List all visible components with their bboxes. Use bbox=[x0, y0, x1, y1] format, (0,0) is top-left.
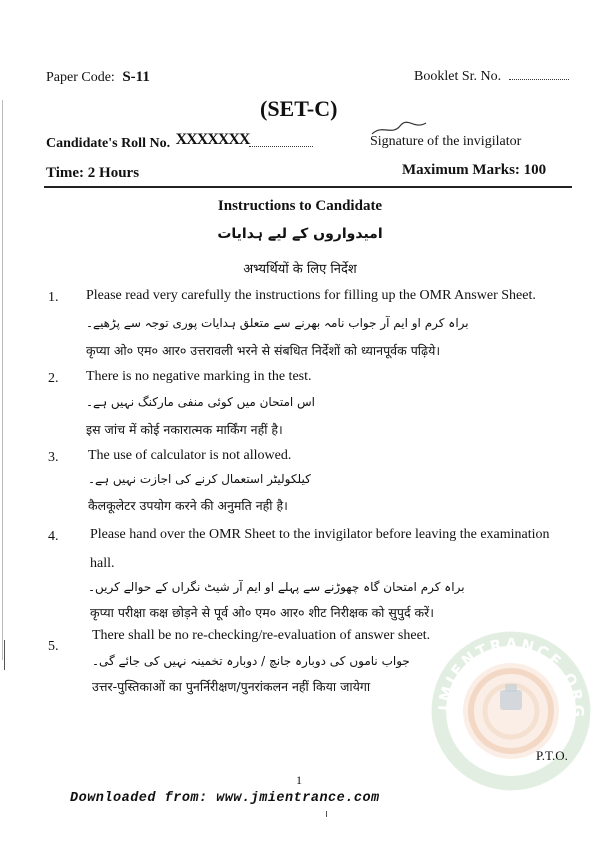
max-marks-label: Maximum Marks: 100 bbox=[402, 162, 547, 178]
booklet-serial-field bbox=[509, 79, 569, 80]
instruction-text-hindi: उत्तर-पुस्तिकाओं का पुनर्निरीक्षण/पुनरांकलन नहीं किया जायेगा bbox=[92, 679, 371, 694]
binding-tick bbox=[4, 640, 11, 670]
watermark-text: JMIENTRANCE.ORG bbox=[434, 634, 588, 721]
instructions-title-hindi: अभ्यर्थियों के लिए निर्देश bbox=[243, 262, 357, 277]
set-label: (SET-C) bbox=[260, 96, 338, 121]
instruction-text-hindi: कृप्या ओ० एम० आर० उत्तरावली भरने से संबधित निर्देशों को ध्यानपूर्वक पढ़िये। bbox=[86, 343, 441, 358]
time-label: Time: 2 Hours bbox=[46, 165, 140, 181]
instruction-text: Please read very carefully the instructions for filling up the OMR Answer Sheet. bbox=[86, 288, 536, 303]
instruction-text-hindi: कृप्या परीक्षा कक्ष छोड़ने से पूर्व ओ० एम० आर० शीट निरीक्षक को सुपुर्द करें। bbox=[90, 605, 435, 620]
instruction-text-urdu: جواب ناموں کی دوبارہ جانچ / دوبارہ تخمینہ نہیں کی جائے گی۔ bbox=[92, 654, 410, 668]
paper-code bbox=[46, 69, 150, 86]
roll-number-field bbox=[249, 146, 313, 147]
instructions-title-urdu: امیدواروں کے لیے ہدایات bbox=[217, 226, 383, 242]
footer-tick bbox=[326, 811, 330, 817]
paper-code-label: Paper Code: bbox=[46, 70, 115, 85]
item-number: 3. bbox=[48, 450, 59, 465]
page-number: 1 bbox=[296, 773, 302, 787]
paper-code-value: S-11 bbox=[122, 69, 150, 85]
instruction-text-urdu: اس امتحان میں کوئی منفی مارکنگ نہیں ہے۔ bbox=[86, 395, 316, 409]
item-number: 4. bbox=[48, 529, 59, 544]
watermark-seal bbox=[426, 626, 596, 796]
instruction-text-hindi: इस जांच में कोई नकारात्मक मार्किंग नहीं है। bbox=[86, 422, 283, 437]
roll-number bbox=[46, 131, 313, 152]
header-rule bbox=[44, 186, 572, 188]
booklet-serial bbox=[414, 69, 569, 85]
item-number: 1. bbox=[48, 290, 59, 305]
instruction-text-urdu: براہ کرم او ایم آر جواب نامہ بھرنے سے متعلق ہدایات پوری توجہ سے پڑھیے۔ bbox=[86, 316, 469, 330]
instruction-text-urdu: کیلکولیٹر استعمال کرنے کی اجازت نہیں ہے۔ bbox=[88, 472, 311, 486]
binding-mark bbox=[2, 100, 3, 660]
item-number: 5. bbox=[48, 639, 59, 654]
instructions-title: Instructions to Candidate bbox=[217, 198, 383, 214]
instruction-text: Please hand over the OMR Sheet to the invigilator before leaving the examination bbox=[90, 527, 550, 542]
booklet-serial-label: Booklet Sr. No. bbox=[414, 69, 502, 84]
pto-label: P.T.O. bbox=[536, 748, 568, 763]
roll-number-label: Candidate's Roll No. bbox=[46, 136, 171, 151]
instruction-text: There is no negative marking in the test. bbox=[86, 369, 312, 384]
roll-number-value: XXXXXXX bbox=[175, 131, 250, 148]
instruction-text: The use of calculator is not allowed. bbox=[88, 448, 292, 463]
signature-label: Signature of the invigilator bbox=[370, 134, 522, 149]
download-source: Downloaded from: www.jmientrance.com bbox=[70, 791, 380, 806]
instruction-text-continued: hall. bbox=[90, 556, 115, 571]
item-number: 2. bbox=[48, 371, 59, 386]
instruction-text-hindi: कैलकूलेटर उपयोग करने की अनुमति नही है। bbox=[88, 498, 288, 513]
instruction-text: There shall be no re-checking/re-evaluation of answer sheet. bbox=[92, 628, 431, 643]
instruction-text-urdu: براہ کرم امتحان گاہ چھوڑنے سے پہلے او ایم آر شیٹ نگراں کے حوالے کریں۔ bbox=[88, 580, 465, 594]
